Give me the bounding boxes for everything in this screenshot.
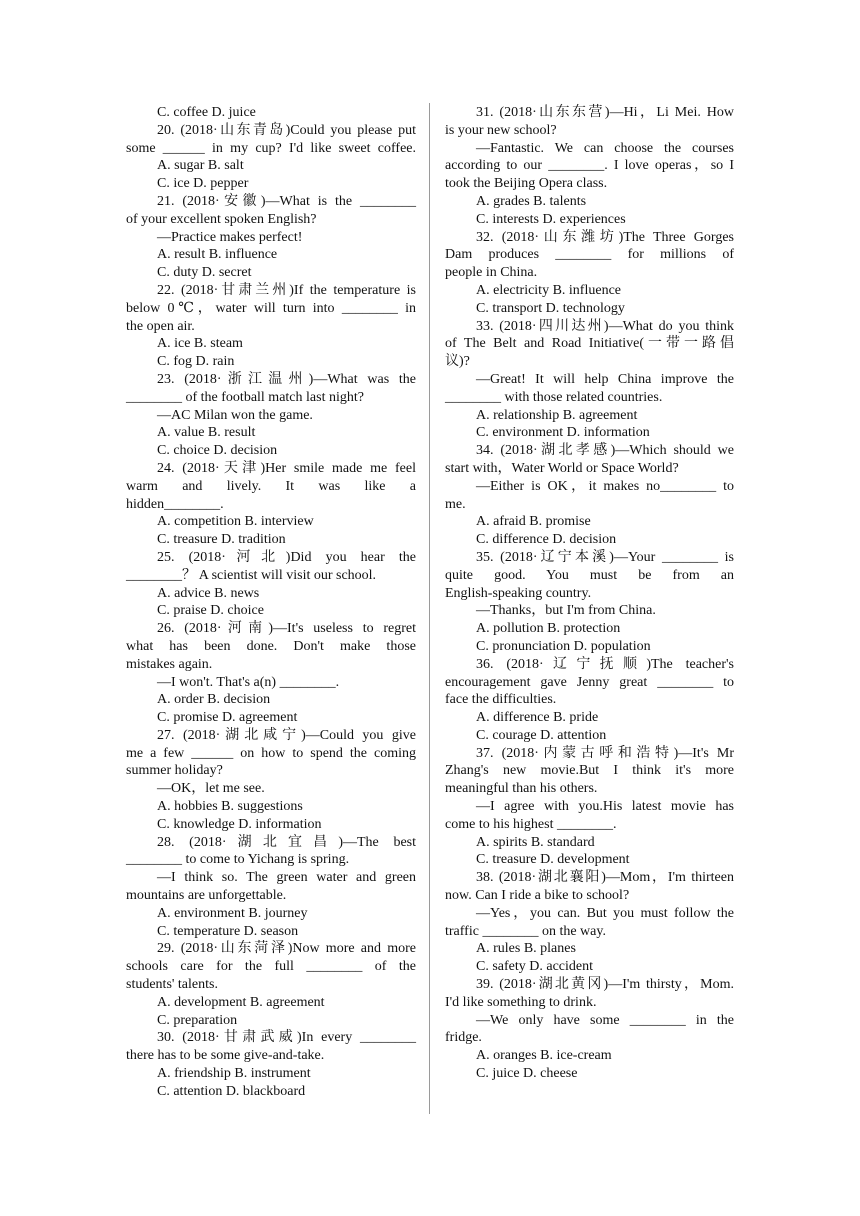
text-line: C. coffee D. juice [157,105,256,120]
text-line: is your new school? [445,122,557,138]
text-line: C. juice D. cheese [476,1066,578,1082]
text-line: face the difficulties. [445,692,557,708]
text-line: mistakes again. [126,656,213,672]
text-line: 38. (2018·湖北襄阳)—Mom，I'm thirteen [476,870,734,886]
text-line: A. order B. decision [157,692,271,708]
text-line: 39. (2018·湖北黄冈)—I'm thirsty，Mom. [476,977,734,993]
text-line: 28. (2018·湖北宜昌)—The best [157,834,416,850]
text-line: according to our ________. I love operas，so I [445,158,734,174]
left-column [126,104,416,1101]
text-line: —I think so. The green water and green [157,870,416,886]
text-line: encouragement gave Jenny great ________ to [445,674,734,690]
text-line: 27. (2018·湖北咸宁)—Could you give [157,727,416,743]
text-line: C. treasure D. development [476,852,630,868]
text-line: A. competition B. interview [157,514,314,530]
text-line: C. fog D. rain [157,354,235,370]
text-line: A. electricity B. influence [476,282,621,298]
text-line: C. environment D. information [476,425,650,441]
text-line: I'd like something to drink. [445,994,597,1010]
text-line: C. choice D. decision [157,443,278,459]
text-line: meaningful than his others. [445,781,598,797]
text-line: hidden________. [126,496,224,512]
text-line: 33. (2018·四川达州)—What do you think [476,318,734,334]
text-line: C. knowledge D. information [157,816,322,832]
text-line: me. [445,496,466,512]
text-line: C. duty D. secret [157,265,252,281]
text-line: ________？ A scientist will visit our school. [126,567,377,583]
text-line: ________ of the football match last night? [126,389,364,405]
text-line: C. treasure D. tradition [157,532,286,548]
text-line: 34. (2018·湖北孝感)—Which should we [476,443,734,459]
text-line: below 0℃，water will turn into ________ in [126,300,416,316]
text-line: me a few ______ on how to spend the coming [126,745,416,761]
text-line: C. difference D. decision [476,532,617,548]
text-line: warm and lively. It was like a [126,478,416,494]
text-line: ________ to come to Yichang is spring. [126,852,350,868]
text-line: 29. (2018·山东菏泽)Now more and more [157,941,416,957]
text-line: C. preparation [157,1012,238,1028]
text-line: A. hobbies B. suggestions [157,799,303,815]
text-line: —Either is OK，it makes no________ to [476,478,734,494]
text-line: A. oranges B. ice-cream [476,1048,612,1064]
text-line: Zhang's new movie.But I think it's more [445,763,734,779]
text-line: there has to be some give-and-take. [126,1048,325,1064]
text-line: fridge. [445,1030,482,1046]
text-line: C. interests D. experiences [476,211,626,227]
text-line: C. ice D. pepper [157,176,249,192]
text-line: —Practice makes perfect! [157,229,303,245]
text-line: 31. (2018·山东东营)—Hi，Li Mei. How [476,105,734,120]
text-line: A. relationship B. agreement [476,407,638,423]
text-line: A. development B. agreement [157,994,325,1010]
text-line: C. courage D. attention [476,727,607,743]
text-line: summer holiday? [126,763,223,779]
text-line: took the Beijing Opera class. [445,176,608,192]
text-line: students' talents. [126,977,218,993]
text-line: 25. (2018·河北)Did you hear the [157,549,416,565]
text-line: —I won't. That's a(n) ________. [157,674,340,690]
text-line: C. transport D. technology [476,300,625,316]
text-line: mountains are unforgettable. [126,888,287,904]
text-line: schools care for the full ________ of the [126,959,416,975]
text-line: —I agree with you.His latest movie has [476,799,734,815]
text-line: A. environment B. journey [157,905,308,921]
text-line: of your excellent spoken English? [126,211,317,227]
text-line: —Thanks，but I'm from China. [476,603,656,619]
text-line: ________ with those related countries. [445,389,663,405]
text-line: 议)? [445,354,470,370]
text-line: 35. (2018·辽宁本溪)—Your ________ is [476,549,734,565]
text-line: some ______ in my cup? I'd like sweet coffee. [126,140,416,156]
right-column [445,104,734,1083]
text-line: A. afraid B. promise [476,514,591,530]
text-line: what has been done. Don't make those [126,638,416,654]
text-line: —Fantastic. We can choose the courses [476,140,734,156]
text-line: 30. (2018·甘肃武威)In every ________ [157,1030,416,1046]
text-line: —OK，let me see. [157,781,265,797]
text-line: traffic ________ on the way. [445,923,606,939]
text-line: A. sugar B. salt [157,158,244,174]
text-line: C. praise D. choice [157,603,264,619]
text-line: C. temperature D. season [157,923,299,939]
text-line: A. value B. result [157,425,256,441]
text-line: C. attention D. blackboard [157,1083,306,1099]
text-line: quite good. You must be from an [445,567,734,583]
text-line: English-speaking country. [445,585,592,601]
text-line: A. friendship B. instrument [157,1066,311,1082]
text-line: —We only have some ________ in the [476,1012,734,1028]
text-line: —Great! It will help China improve the [476,371,734,387]
text-line: A. grades B. talents [476,193,587,209]
text-line: C. safety D. accident [476,959,594,975]
text-line: A. rules B. planes [476,941,576,957]
column-divider [429,103,430,1114]
text-line: 20. (2018·山东青岛)Could you please put [157,122,416,138]
text-line: 21. (2018·安徽)—What is the ________ [157,193,416,209]
text-line: people in China. [445,265,538,281]
text-line: C. pronunciation D. population [476,638,651,654]
text-line: A. spirits B. standard [476,834,595,850]
text-line: C. promise D. agreement [157,710,298,726]
text-line: 23. (2018·浙江温州)—What was the [157,371,416,387]
text-line: —Yes，you can. But you must follow the [476,905,734,921]
text-line: 26. (2018·河南)—It's useless to regret [157,621,416,637]
text-line: 32. (2018·山东潍坊)The Three Gorges [476,229,734,245]
text-line: of The Belt and Road Initiative(一带一路倡 [445,336,734,352]
text-line: A. ice B. steam [157,336,243,352]
text-line: 24. (2018·天津)Her smile made me feel [157,460,416,476]
text-line: 37. (2018·内蒙古呼和浩特)—It's Mr [476,745,734,761]
text-line: 22. (2018·甘肃兰州)If the temperature is [157,282,416,298]
text-line: the open air. [126,318,195,334]
text-line: start with，Water World or Space World? [445,460,679,476]
text-line: Dam produces ________ for millions of [445,247,734,263]
text-line: 36. (2018·辽宁抚顺)The teacher's [476,656,734,672]
text-line: A. difference B. pride [476,710,599,726]
text-line: A. pollution B. protection [476,621,621,637]
text-line: now. Can I ride a bike to school? [445,888,630,904]
text-line: come to his highest ________. [445,816,617,832]
text-line: A. advice B. news [157,585,260,601]
text-line: —AC Milan won the game. [157,407,313,423]
text-line: A. result B. influence [157,247,278,263]
